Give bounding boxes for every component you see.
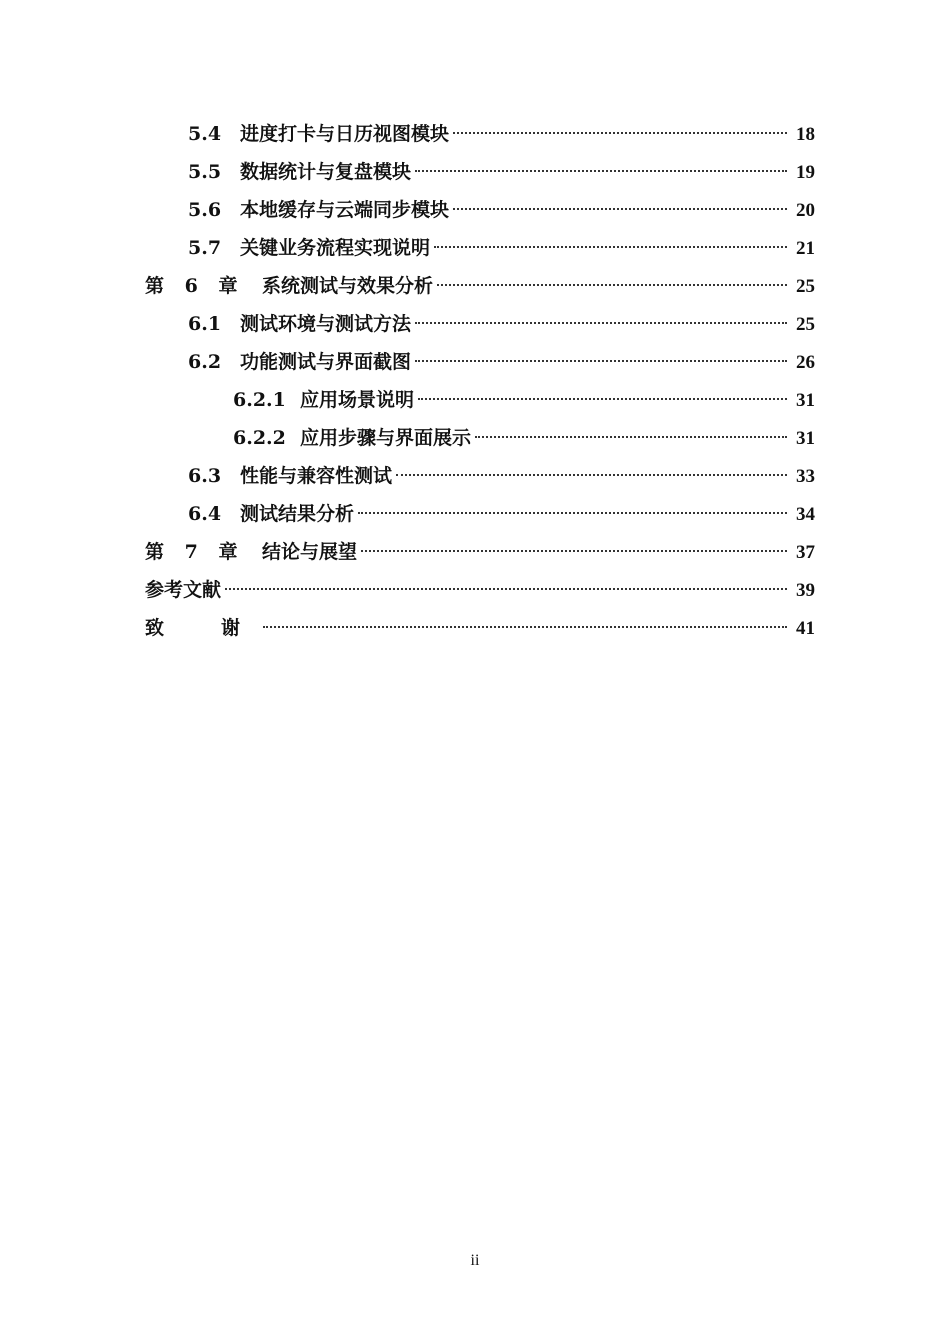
toc-page-number: 34 xyxy=(796,504,815,525)
toc-entry-title: 致 谢 xyxy=(145,617,260,639)
toc-entry-chapter-7[interactable] xyxy=(145,533,815,571)
toc-leader-dots xyxy=(225,588,787,590)
toc-section-number: 5.5 xyxy=(188,161,222,183)
toc-leader-dots xyxy=(453,208,787,210)
toc-entry-title: 本地缓存与云端同步模块 xyxy=(240,199,450,221)
toc-page-number: 25 xyxy=(796,314,815,335)
toc-entry-title: 数据统计与复盘模块 xyxy=(240,161,412,183)
toc-page-number: 37 xyxy=(796,542,815,563)
toc-entry-title: 系统测试与效果分析 xyxy=(262,275,434,297)
toc-entry-title: 进度打卡与日历视图模块 xyxy=(240,123,450,145)
toc-page-number: 31 xyxy=(796,428,815,449)
toc-leader-dots xyxy=(434,246,787,248)
toc-entry-6-2[interactable] xyxy=(145,343,815,381)
toc-page-number: 26 xyxy=(796,352,815,373)
toc-page-number: 21 xyxy=(796,238,815,259)
toc-section-number: 6.4 xyxy=(188,503,222,525)
toc-entry-6-4[interactable] xyxy=(145,495,815,533)
toc-page-number: 19 xyxy=(796,162,815,183)
toc-section-number: 6.2.1 xyxy=(233,389,286,411)
toc-chapter-label: 第 7 章 xyxy=(145,541,238,563)
toc-section-number: 6.1 xyxy=(188,313,222,335)
toc-leader-dots xyxy=(415,322,787,324)
toc-section-number: 5.6 xyxy=(188,199,222,221)
toc-entry-title: 测试环境与测试方法 xyxy=(240,313,412,335)
table-of-contents xyxy=(145,115,815,647)
toc-entry-title: 应用步骤与界面展示 xyxy=(300,427,472,449)
toc-entry-6-2-2[interactable] xyxy=(145,419,815,457)
toc-chapter-label: 第 6 章 xyxy=(145,275,238,297)
toc-section-number: 6.2 xyxy=(188,351,222,373)
page-number-footer: ii xyxy=(470,1252,480,1269)
toc-entry-5-5[interactable] xyxy=(145,153,815,191)
toc-leader-dots xyxy=(361,550,787,552)
toc-entry-6-3[interactable] xyxy=(145,457,815,495)
toc-entry-acknowledgements[interactable] xyxy=(145,609,815,647)
toc-entry-title: 应用场景说明 xyxy=(300,389,415,411)
toc-entry-5-4[interactable] xyxy=(145,115,815,153)
toc-section-number: 5.7 xyxy=(188,237,222,259)
toc-leader-dots xyxy=(358,512,787,514)
toc-page-number: 18 xyxy=(796,124,815,145)
toc-section-number: 6.3 xyxy=(188,465,222,487)
toc-entry-title: 性能与兼容性测试 xyxy=(240,465,393,487)
toc-page-number: 25 xyxy=(796,276,815,297)
toc-entry-title: 测试结果分析 xyxy=(240,503,355,525)
toc-entry-title: 结论与展望 xyxy=(262,541,358,563)
toc-leader-dots xyxy=(437,284,787,286)
toc-leader-dots xyxy=(418,398,787,400)
toc-leader-dots xyxy=(415,170,787,172)
toc-entry-title: 参考文献 xyxy=(145,579,222,601)
toc-entry-5-6[interactable] xyxy=(145,191,815,229)
toc-entry-6-1[interactable] xyxy=(145,305,815,343)
toc-entry-title: 关键业务流程实现说明 xyxy=(240,237,431,259)
toc-entry-5-7[interactable] xyxy=(145,229,815,267)
toc-page-number: 20 xyxy=(796,200,815,221)
toc-page-number: 31 xyxy=(796,390,815,411)
toc-section-number: 6.2.2 xyxy=(233,427,286,449)
toc-page-number: 41 xyxy=(796,618,815,639)
toc-leader-dots xyxy=(415,360,787,362)
toc-leader-dots xyxy=(396,474,787,476)
toc-page-number: 39 xyxy=(796,580,815,601)
toc-entry-references[interactable] xyxy=(145,571,815,609)
toc-entry-title: 功能测试与界面截图 xyxy=(240,351,412,373)
toc-page-number: 33 xyxy=(796,466,815,487)
toc-entry-chapter-6[interactable] xyxy=(145,267,815,305)
toc-leader-dots xyxy=(263,626,787,628)
toc-entry-6-2-1[interactable] xyxy=(145,381,815,419)
toc-leader-dots xyxy=(475,436,787,438)
toc-section-number: 5.4 xyxy=(188,123,222,145)
toc-leader-dots xyxy=(453,132,787,134)
